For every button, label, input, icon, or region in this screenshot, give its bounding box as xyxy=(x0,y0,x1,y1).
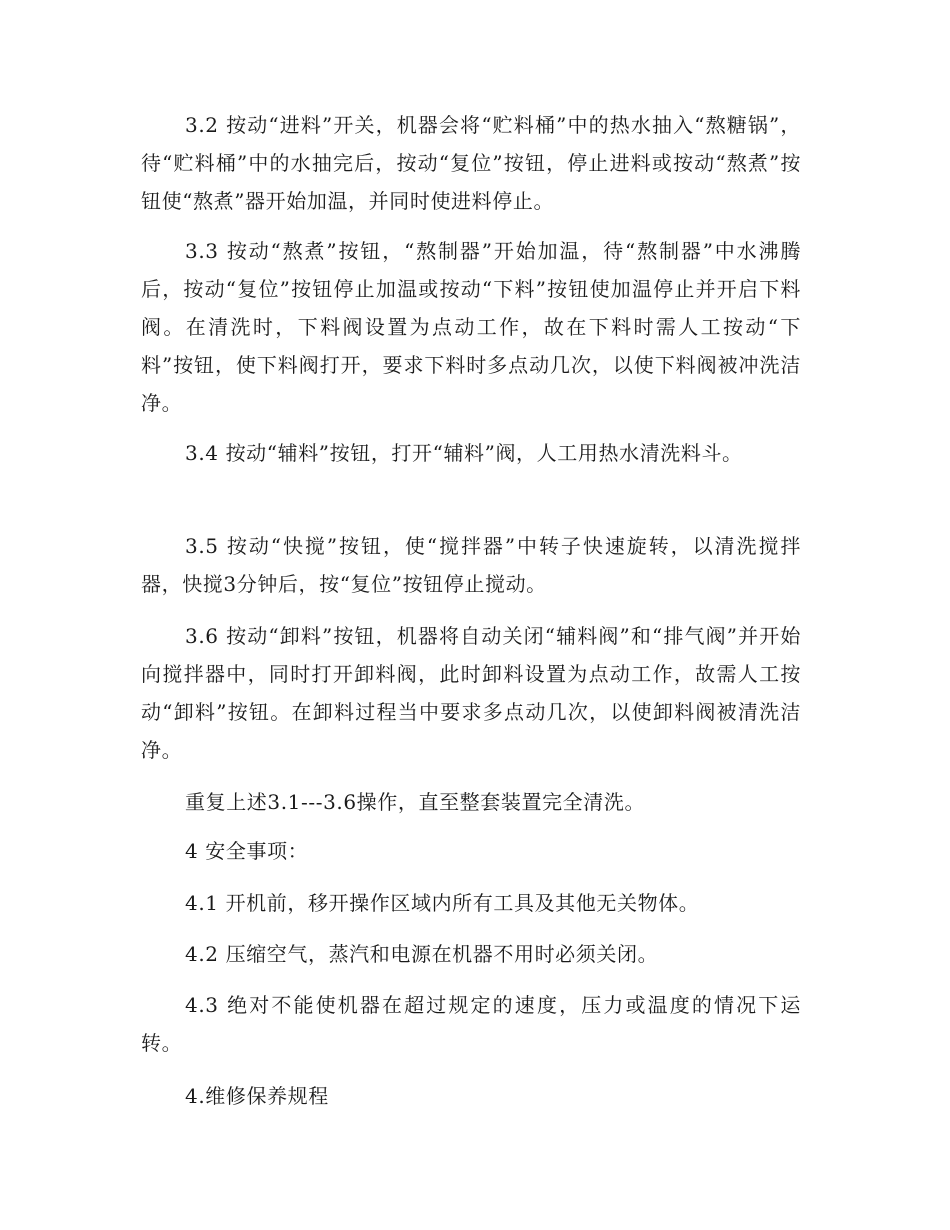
paragraph-4-1: 4.1 开机前，移开操作区域内所有工具及其他无关物体。 xyxy=(185,891,700,915)
paragraph-3-2: 3.2 按动“进料”开关，机器会将“贮料桶”中的热水抽入“熬糖锅”，待“贮料桶”中的水抽完后，按动“复位”按钮，停止进料或按动“熬煮”按钮使“熬煮”器开始加温，并同时使进料停止。 xyxy=(141,113,801,213)
section-heading-safety: 4 安全事项： xyxy=(185,839,309,863)
paragraph-4-2: 4.2 压缩空气，蒸汽和电源在机器不用时必须关闭。 xyxy=(185,942,659,966)
paragraph-repeat-steps: 重复上述3.1---3.6操作，直至整套装置完全清洗。 xyxy=(185,790,646,814)
paragraph-3-5: 3.5 按动“快搅”按钮，使“搅拌器”中转子快速旋转，以清洗搅拌器，快搅3分钟后，按“复位”按钮停止搅动。 xyxy=(141,534,801,596)
section-heading-maintenance: 4.维修保养规程 xyxy=(185,1084,329,1108)
paragraph-3-4: 3.4 按动“辅料”按钮，打开“辅料”阀，人工用热水清洗料斗。 xyxy=(185,441,743,465)
paragraph-3-3: 3.3 按动“熬煮”按钮，“熬制器”开始加温，待“熬制器”中水沸腾后，按动“复位”按钮停止加温或按动“下料”按钮使加温停止并开启下料阀。在清洗时，下料阀设置为点动工作，故在下料时需人工按动“下料”按钮，使下料阀打开，要求下料时多点动几次，以使下料阀被冲洗洁净。 xyxy=(141,239,801,415)
paragraph-3-6: 3.6 按动“卸料”按钮，机器将自动关闭“辅料阀”和“排气阀”并开始向搅拌器中，同时打开卸料阀，此时卸料设置为点动工作，故需人工按动“卸料”按钮。在卸料过程当中要求多点动几次，以使卸料阀被清洗洁净。 xyxy=(141,624,801,762)
paragraph-4-3: 4.3 绝对不能使机器在超过规定的速度，压力或温度的情况下运转。 xyxy=(141,993,801,1055)
